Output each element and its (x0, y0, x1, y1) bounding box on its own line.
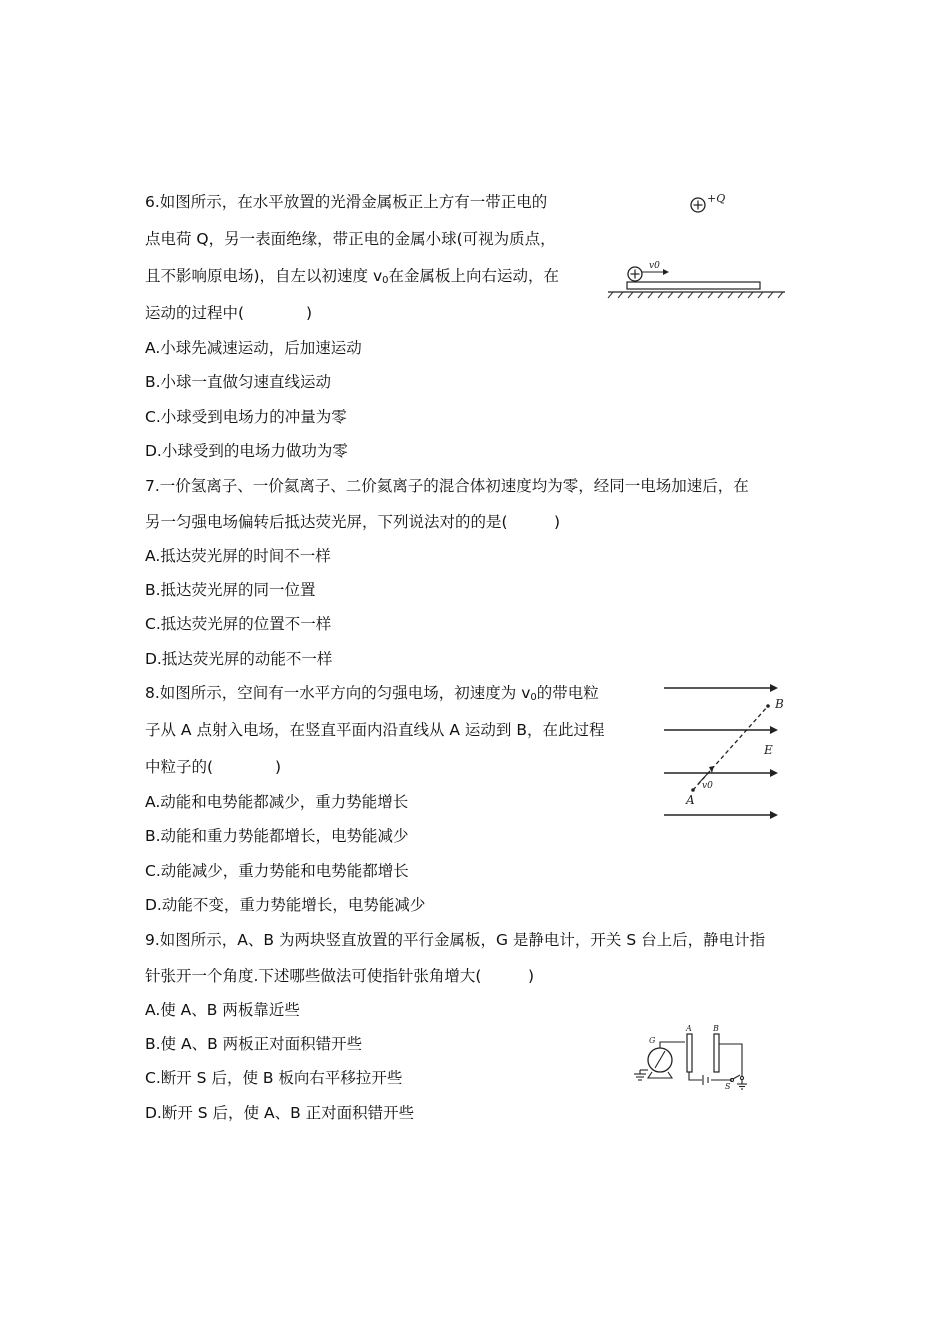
q8-line-2: 子从 A 点射入电场，在竖直平面内沿直线从 A 运动到 B，在此过程 (145, 721, 605, 739)
q6-line-3-sub: 0 (382, 275, 389, 286)
q7-option-b: B.抵达荧光屏的同一位置 (145, 581, 316, 599)
battery (703, 1075, 708, 1085)
q6-line-1: 6.如图所示，在水平放置的光滑金属板正上方有一带正电的 (145, 193, 548, 211)
q8-line-1-tail: 的带电粒 (536, 684, 599, 702)
q7-option-a: A.抵达荧光屏的时间不一样 (145, 547, 331, 565)
q7-option-c: C.抵达荧光屏的位置不一样 (145, 615, 332, 633)
q9-option-b: B.使 A、B 两板正对面积错开些 (145, 1035, 363, 1053)
q6-option-b: B.小球一直做匀速直线运动 (145, 373, 332, 391)
ground-hatch (608, 292, 783, 298)
label-s: S (725, 1082, 731, 1090)
q9-line-2: 针张开一个角度.下述哪些做法可使指针张角增大( ) (145, 967, 535, 985)
q9-option-a: A.使 A、B 两板靠近些 (145, 1001, 300, 1019)
q6-figure (605, 188, 787, 300)
label-e: E (764, 743, 773, 757)
q7-line-1: 7.一价氢离子、一价氦离子、二价氦离子的混合体初速度均为零，经同一电场加速后，在 (145, 477, 749, 495)
point-charge-q (691, 192, 725, 212)
q9-line-1: 9.如图所示，A、B 为两块竖直放置的平行金属板，G 是静电计，开关 S 台上后，静电计指 (145, 931, 766, 949)
ground-left (634, 1074, 646, 1080)
charge-label: +Q (707, 192, 726, 205)
q6-option-c: C.小球受到电场力的冲量为零 (145, 408, 347, 426)
label-g: G (649, 1036, 656, 1045)
q7-option-d: D.抵达荧光屏的动能不一样 (145, 650, 333, 668)
q8-option-c: C.动能减少，重力势能和电势能都增长 (145, 862, 409, 880)
circuit-wires (640, 1042, 742, 1080)
label-a: A (686, 1024, 692, 1033)
q8-option-d: D.动能不变，重力势能增长，电势能减少 (145, 896, 426, 914)
velocity-arrow (642, 261, 669, 275)
q6-line-3-tail: 在金属板上向右运动，在 (388, 267, 560, 285)
q8-line-1-text: 8.如图所示，空间有一水平方向的匀强电场，初速度为 v (145, 684, 531, 702)
label-b: B (775, 697, 784, 711)
q8-line-3: 中粒子的( ) (145, 758, 282, 776)
electrometer-g (648, 1048, 672, 1078)
point-b (766, 704, 770, 708)
q6-option-a: A.小球先减速运动，后加速运动 (145, 339, 362, 357)
q6-line-2: 点电荷 Q，另一表面绝缘，带正电的金属小球(可视为质点， (145, 230, 556, 248)
q6-line-3-text: 且不影响原电场)，自左以初速度 v (145, 267, 383, 285)
metal-plate (627, 282, 760, 289)
q9-option-c: C.断开 S 后，使 B 板向右平移拉开些 (145, 1069, 403, 1087)
label-a: A (686, 793, 695, 807)
q8-figure (660, 678, 790, 826)
velocity-label: v0 (702, 781, 713, 791)
velocity-label: v0 (649, 261, 660, 271)
q9-option-d: D.断开 S 后，使 A、B 正对面积错开些 (145, 1104, 415, 1122)
field-lines (664, 688, 772, 815)
q8-option-a: A.动能和电势能都减少，重力势能增长 (145, 793, 409, 811)
metal-ball (628, 267, 642, 281)
q8-option-b: B.动能和重力势能都增长，电势能减少 (145, 827, 409, 845)
plate-b (714, 1034, 719, 1072)
ground-right (737, 1080, 747, 1089)
label-b: B (713, 1024, 719, 1033)
q6-line-4: 运动的过程中( ) (145, 304, 313, 322)
q8-line-1-sub: 0 (530, 692, 537, 703)
plate-a (687, 1034, 692, 1072)
q6-line-3 (145, 266, 559, 291)
point-a (691, 788, 695, 792)
q6-option-d: D.小球受到的电场力做功为零 (145, 442, 348, 460)
q7-line-2: 另一匀强电场偏转后抵达荧光屏，下列说法对的的是( ) (145, 513, 561, 531)
q9-figure (628, 1022, 753, 1090)
q8-line-1 (145, 683, 599, 708)
